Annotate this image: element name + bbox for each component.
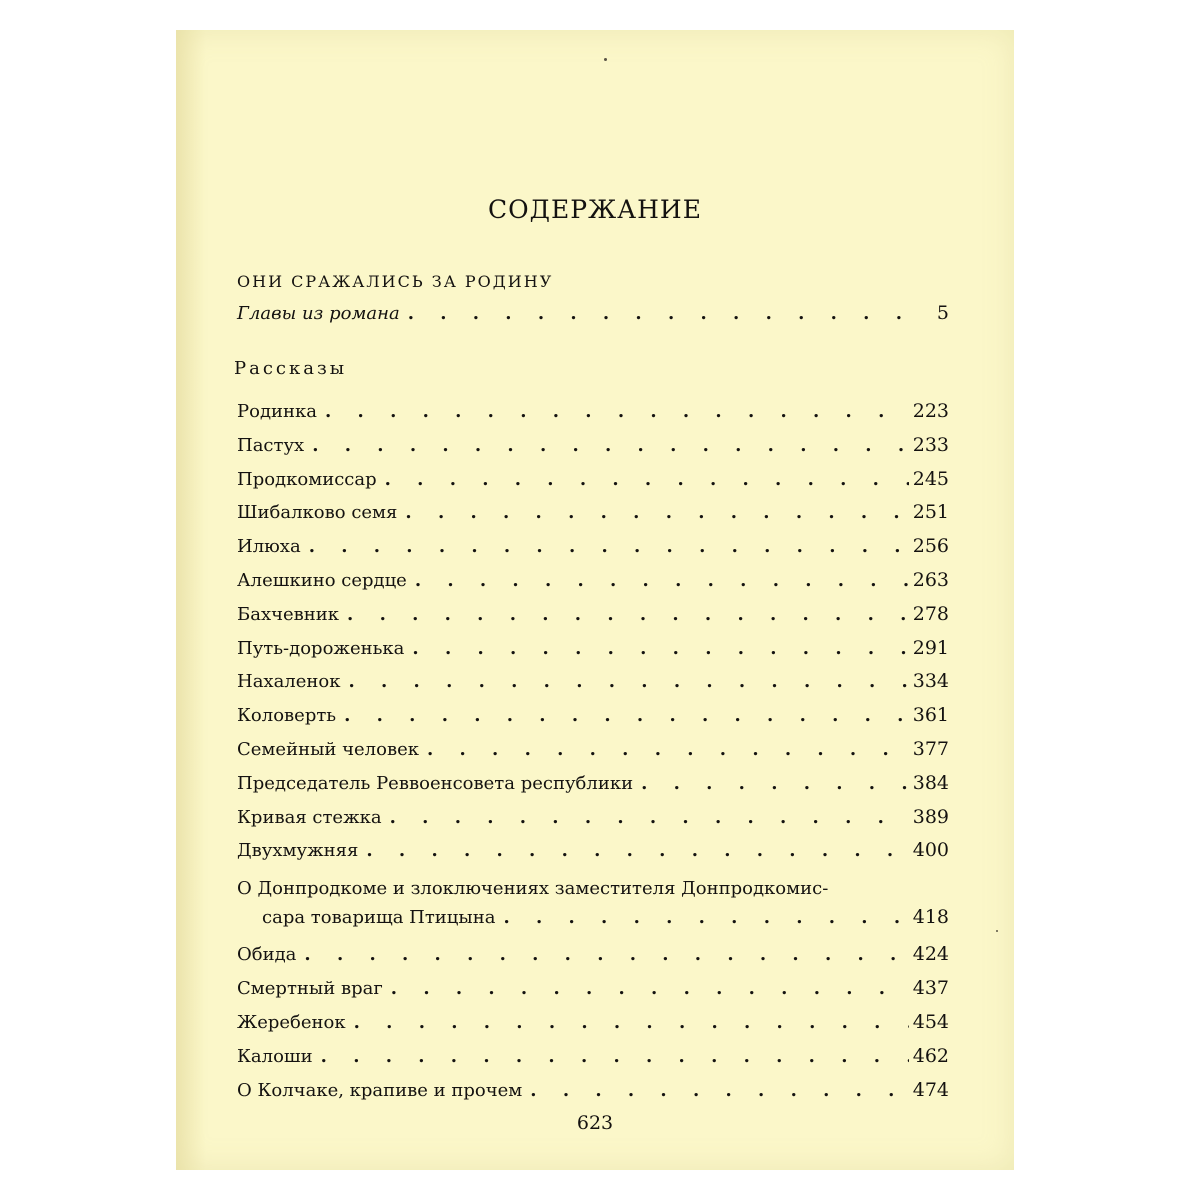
toc-entry: [237, 569, 949, 597]
toc-entry-title: Калоши: [237, 1046, 313, 1067]
toc-entry: [237, 977, 949, 1005]
dot-leader: [391, 978, 909, 999]
dot-leader: [427, 739, 909, 760]
ink-speck: [996, 930, 998, 932]
toc-entry-page: 389: [912, 805, 949, 828]
toc-entry-page: 437: [912, 977, 949, 999]
dot-leader: [641, 773, 909, 794]
toc-entry: [237, 400, 949, 428]
section-title: ОНИ СРАЖАЛИСЬ ЗА РОДИНУ: [237, 272, 554, 291]
toc-entry-page: 5: [936, 302, 949, 324]
toc-long-entry: [262, 906, 949, 934]
toc-entry: [237, 637, 949, 665]
toc-entry-page: 424: [912, 943, 949, 965]
toc-entry-title: Нахаленок: [237, 671, 341, 693]
dot-leader: [344, 705, 909, 726]
page-number: 623: [576, 1112, 614, 1134]
toc-long-entry-line1: О Донпродкоме и злоключениях заместителя Донпродкомис-: [237, 878, 829, 899]
toc-entry: [237, 468, 949, 496]
toc-entry-title: Шибалково семя: [237, 502, 398, 524]
toc-entry-title: Родинка: [237, 401, 318, 422]
dot-leader: [312, 435, 909, 456]
dot-leader: [321, 1046, 909, 1067]
toc-entry-page: 418: [912, 906, 949, 928]
toc-entry: [237, 943, 949, 971]
dot-leader: [415, 570, 909, 591]
dot-leader: [304, 944, 908, 965]
toc-entry-title: Продкомиссар: [237, 468, 377, 490]
toc-entry-title: Председатель Реввоенсовета республики: [237, 772, 634, 794]
toc-entry-page: 278: [912, 602, 949, 625]
toc-entry: [237, 670, 949, 698]
toc-entry: [237, 704, 949, 732]
stories-section-title: Рассказы: [234, 358, 348, 379]
dot-leader: [408, 303, 909, 324]
dot-leader: [325, 401, 909, 422]
dot-leader: [503, 907, 908, 928]
dot-leader: [390, 807, 909, 828]
toc-entry-title: Коловерть: [237, 705, 337, 727]
dot-leader: [405, 502, 908, 523]
toc-entry: [237, 603, 949, 631]
book-page: [176, 30, 1014, 1170]
toc-entry-page: 256: [912, 535, 949, 558]
toc-entry-page: 462: [912, 1045, 949, 1067]
toc-entry: [237, 434, 949, 462]
toc-entry-title: Пастух: [237, 434, 305, 456]
toc-entry: [237, 1079, 949, 1107]
toc-entry-title: Бахчевник: [237, 603, 340, 625]
toc-entry-title: Обида: [237, 944, 297, 965]
dot-leader: [309, 536, 909, 557]
toc-entry-title: Путь-дороженька: [237, 637, 405, 659]
toc-entry: [237, 839, 949, 867]
toc-entry-page: 223: [912, 400, 949, 422]
toc-entry-title: Жеребенок: [237, 1012, 346, 1033]
toc-entry-page: 291: [912, 636, 949, 659]
toc-entry-page: 233: [912, 433, 949, 456]
toc-entry: [237, 1011, 949, 1039]
toc-long-entry-line2: сара товарища Птицына: [262, 907, 496, 928]
toc-entry-title: Алешкино сердце: [237, 570, 407, 591]
toc-entry: [237, 501, 949, 529]
toc-entry-title: Главы из романа: [237, 303, 400, 324]
ink-speck: [604, 58, 607, 61]
toc-entry-title: Семейный человек: [237, 739, 419, 760]
toc-entry-page: 454: [912, 1011, 949, 1033]
toc-entry: [237, 772, 949, 800]
toc-entry-page: 384: [912, 771, 949, 794]
toc-entry-page: 361: [912, 704, 949, 727]
dot-leader: [366, 840, 908, 861]
toc-entry: [237, 1045, 949, 1073]
dot-leader: [354, 1012, 909, 1033]
toc-entry: [237, 535, 949, 563]
toc-entry-page: 251: [912, 501, 949, 524]
toc-entry-page: 377: [912, 738, 949, 760]
dot-leader: [347, 604, 909, 625]
toc-entry-page: 400: [912, 839, 949, 862]
dot-leader: [412, 638, 908, 659]
toc-entry-title: Смертный враг: [237, 978, 383, 999]
toc-entry-page: 245: [912, 467, 949, 490]
page-heading: СОДЕРЖАНИЕ: [488, 195, 702, 224]
toc-entry-title: Илюха: [237, 536, 301, 558]
toc-entry-title: Двухмужняя: [237, 840, 359, 862]
toc-entry: [237, 738, 949, 766]
toc-entry-page: 334: [912, 670, 949, 693]
toc-entry-page: 263: [912, 569, 949, 591]
dot-leader: [385, 469, 909, 490]
toc-entry: [237, 302, 949, 330]
dot-leader: [348, 671, 908, 692]
toc-entry-page: 474: [912, 1079, 949, 1101]
dot-leader: [530, 1080, 908, 1101]
toc-entry-title: О Колчаке, крапиве и прочем: [237, 1080, 523, 1101]
toc-entry: [237, 806, 949, 834]
toc-entry-title: Кривая стежка: [237, 806, 382, 828]
